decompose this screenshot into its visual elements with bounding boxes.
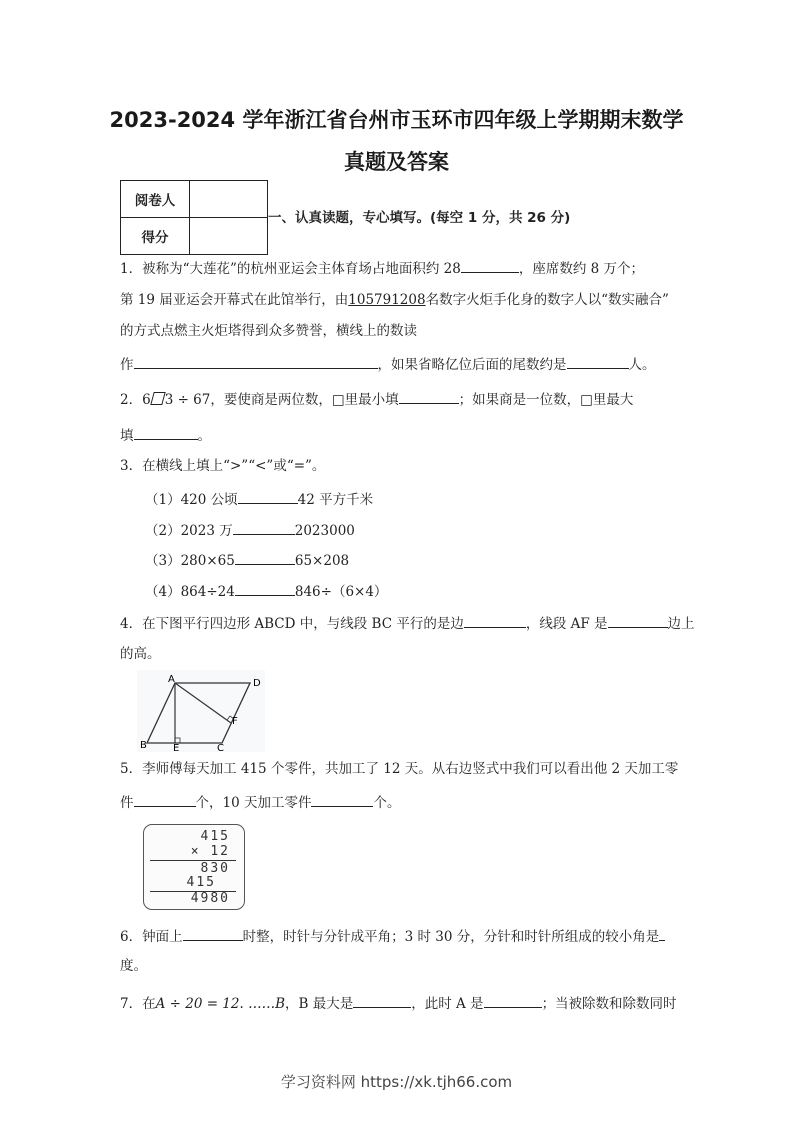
q3-blank-3[interactable] xyxy=(235,550,295,565)
q3-blank-1[interactable] xyxy=(238,489,298,504)
q7-expression: A ÷ 20 = 12. ……B xyxy=(155,996,285,1012)
q2-text-b: 3 ÷ 67，要使商是两位数，□里最小填 xyxy=(164,392,399,408)
label-c: C xyxy=(217,743,224,752)
q1-text-c: 第 19 届亚运会开幕式在此馆举行，由 xyxy=(120,292,349,308)
footer-watermark: 学习资料网 https://xk.tjh66.com xyxy=(280,1073,513,1091)
q1-text-g: ，如果省略亿位后面的尾数约是 xyxy=(377,357,567,373)
q3-stem: 3．在横线上填上“>”“<”或“=”。 xyxy=(120,458,326,474)
doc-title-line1: 2023-2024 学年浙江省台州市玉环市四年级上学期期末数学 xyxy=(109,108,684,132)
q4-blank-1[interactable] xyxy=(464,613,526,628)
q6-text-c: 度。 xyxy=(120,958,147,974)
q3-blank-4[interactable] xyxy=(235,581,295,596)
q2-line1 xyxy=(120,389,633,409)
q7-blank-1[interactable] xyxy=(353,993,411,1008)
reviewer-cell xyxy=(190,181,268,218)
q3-item-2-left: （2）2023 万 xyxy=(145,523,233,539)
q4-line2 xyxy=(120,645,161,663)
calc-row-2: × 12 xyxy=(190,844,230,859)
q7-text-c: ，此时 A 是 xyxy=(411,996,484,1012)
reviewer-label: 阅卷人 xyxy=(121,181,190,218)
q1-blank-3[interactable] xyxy=(567,354,629,369)
q5-text-b: 件 xyxy=(120,795,134,811)
label-a: A xyxy=(168,674,175,685)
q3-item-1 xyxy=(145,489,373,509)
q6-line2 xyxy=(120,957,147,975)
q6-blank-2[interactable] xyxy=(659,926,665,941)
label-b: B xyxy=(140,740,147,751)
q7-text-a: 7．在 xyxy=(120,996,156,1012)
q3-item-4-right: 846÷（6×4） xyxy=(294,584,388,600)
q3-item-3 xyxy=(145,550,349,570)
q6-line1 xyxy=(120,926,665,946)
q5-blank-1[interactable] xyxy=(134,792,196,807)
q2-text-e: 。 xyxy=(197,428,211,444)
q3-item-1-right: 42 平方千米 xyxy=(297,492,374,508)
q5-text-a: 5．李师傅每天加工 415 个零件，共加工了 12 天。从右边竖式中我们可以看出他 2 天加工零 xyxy=(120,761,679,777)
score-label: 得分 xyxy=(121,218,190,255)
score-cell xyxy=(190,218,268,255)
figure-background xyxy=(137,670,265,752)
q4-text-d: 的高。 xyxy=(120,646,161,662)
q1-line2 xyxy=(120,291,669,309)
q3-item-2-right: 2023000 xyxy=(294,523,355,539)
q3-item-2 xyxy=(145,520,355,540)
q1-blank-1[interactable] xyxy=(461,258,519,273)
q6-text-a: 6．钟面上 xyxy=(120,929,183,945)
doc-title-line2: 真题及答案 xyxy=(344,150,449,174)
q1-text-f: 作 xyxy=(120,357,134,373)
q2-blank-2[interactable] xyxy=(134,425,198,440)
vertical-multiplication xyxy=(143,824,245,910)
q6-text-b: 时整，时针与分针成平角；3 时 30 分，分针和时针所组成的较小角是 xyxy=(242,929,660,945)
q4-text-a: 4．在下图平行四边形 ABCD 中，与线段 BC 平行的是边 xyxy=(120,616,464,632)
q7-blank-2[interactable] xyxy=(484,993,542,1008)
q5-text-c: 个，10 天加工零件 xyxy=(195,795,312,811)
label-d: D xyxy=(253,678,261,689)
q1-line1 xyxy=(120,258,644,278)
calc-row-3: 830 xyxy=(200,861,230,876)
q2-box-icon xyxy=(150,392,165,405)
q4-text-c: 边上 xyxy=(667,616,695,632)
q1-text-a: 1．被称为“大莲花”的杭州亚运会主体育场占地面积约 28 xyxy=(120,261,461,277)
q2-blank-1[interactable] xyxy=(399,389,459,404)
q5-line1 xyxy=(120,760,678,778)
q1-line4 xyxy=(120,354,656,374)
q3-item-4-left: （4）864÷24 xyxy=(145,584,235,600)
q1-text-b: ，座席数约 8 万个； xyxy=(518,261,645,277)
q3-blank-2[interactable] xyxy=(233,520,295,535)
q1-text-d: 名数字火炬手化身的数字人以“数实融合” xyxy=(425,292,669,308)
q1-number: 105791208 xyxy=(348,292,426,308)
q5-text-d: 个。 xyxy=(373,795,401,811)
q7-text-d: ；当被除数和除数同时 xyxy=(541,996,677,1012)
q5-blank-2[interactable] xyxy=(311,792,373,807)
q3-item-1-left: （1）420 公顷 xyxy=(145,492,238,508)
q1-text-h: 人。 xyxy=(628,357,656,373)
q4-text-b: ，线段 AF 是 xyxy=(525,616,608,632)
calc-row-5: 4980 xyxy=(190,891,230,906)
q2-text-a: 2．6 xyxy=(120,392,151,408)
q1-blank-2[interactable] xyxy=(134,354,378,369)
q6-blank-1[interactable] xyxy=(183,926,243,941)
q2-line2 xyxy=(120,425,211,445)
q4-blank-2[interactable] xyxy=(608,613,668,628)
section-heading: 一、认真读题，专心填写。(每空 1 分，共 26 分) xyxy=(268,210,571,226)
q2-text-d: 填 xyxy=(120,428,134,444)
q5-line2 xyxy=(120,792,400,812)
q1-text-e: 的方式点燃主火炬塔得到众多赞誉，横线上的数读 xyxy=(120,323,417,339)
q3-item-4 xyxy=(145,581,387,601)
parallelogram-figure xyxy=(137,670,265,752)
q2-text-c: ；如果商是一位数，□里最大 xyxy=(458,392,634,408)
q7-text-b: ，B 最大是 xyxy=(285,996,354,1012)
calc-row-4: 415 xyxy=(186,875,216,890)
q1-line3 xyxy=(120,322,417,340)
q3-item-3-left: （3）280×65 xyxy=(145,553,235,569)
grade-table xyxy=(120,180,268,255)
label-f: F xyxy=(232,716,238,727)
q3-item-3-right: 65×208 xyxy=(294,553,350,569)
calc-row-1: 415 xyxy=(200,829,230,844)
label-e: E xyxy=(173,743,180,752)
q7-line1 xyxy=(120,993,677,1013)
q4-line1 xyxy=(120,613,695,633)
